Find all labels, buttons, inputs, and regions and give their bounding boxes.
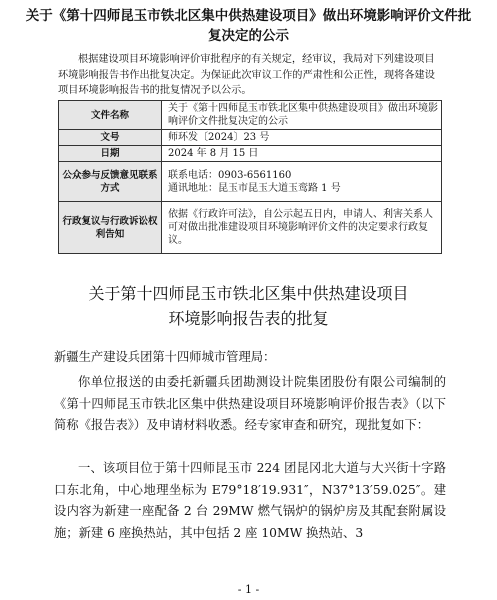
row-value-document-name: 关于《第十四师昆玉市铁北区集中供热建设项目》做出环境影响评价文件批复决定的公示 [162,101,442,130]
body-paragraph-2: 一、该项目位于第十四师昆玉市 224 团昆冈北大道与大兴街十字路口东北角，中心地理坐标为 E79°18′19.931″，N37°13′59.025″。建设内容为新建一座配备 2 台 29MW 燃气锅炉的锅炉房及其配套附属设施；新建 6 座换热站，其中包括 2 座 10MW 换热站、3 [54,461,446,540]
page-number: - 1 - [237,583,260,596]
table-row [59,162,442,202]
row-label-rights-notice: 行政复议与行政诉讼权利告知 [59,202,162,254]
table-row [59,130,442,146]
decision-title-line2: 环境影响报告表的批复 [168,309,329,328]
row-label-doc-number: 文号 [59,130,162,146]
salutation: 新疆生产建设兵团第十四师城市管理局： [54,350,276,364]
table-row [59,146,442,162]
row-label-document-name: 文件名称 [59,101,162,130]
row-label-date: 日期 [59,146,162,162]
decision-title-line1: 关于第十四师昆玉市铁北区集中供热建设项目 [88,284,409,303]
row-value-public-feedback [162,162,442,202]
table-row [59,101,442,130]
row-value-date: 2024 年 8 月 15 日 [162,146,442,162]
row-value-rights-notice: 依据《行政许可法》，自公示起五日内，申请人、利害关系人可对做出批准建设项目环境影响评价文件的决定要求行政复议。 [162,202,442,254]
contact-phone: 联系电话：0903-6561160 [168,169,292,181]
notice-intro: 根据建设项目环境影响评价审批程序的有关规定，经审议，我局对下列建设项目环境影响报告书作出批复决定。为保证此次审议工作的严肃性和公正性，现将各建设项目环境影响报告书的批复情况予以公示。 [58,54,435,97]
decision-title [30,281,467,331]
contact-address: 通讯地址：昆玉市昆玉大道玉鸾路 1 号 [168,182,341,194]
notice-title: 关于《第十四师昆玉市铁北区集中供热建设项目》做出环境影响评价文件批复决定的公示 [25,8,472,44]
table-row [59,202,442,254]
row-label-public-feedback: 公众参与反馈意见联系方式 [59,162,162,202]
body-paragraph-1: 你单位报送的由委托新疆兵团勘测设计院集团股份有限公司编制的《第十四师昆玉市铁北区集中供热建设项目环境影响评价报告表》（以下简称《报告表》）及申请材料收悉。经专家审查和研究，现批复如下： [54,375,446,432]
approval-info-table [58,100,442,254]
row-value-doc-number: 师环发〔2024〕23 号 [162,130,442,146]
